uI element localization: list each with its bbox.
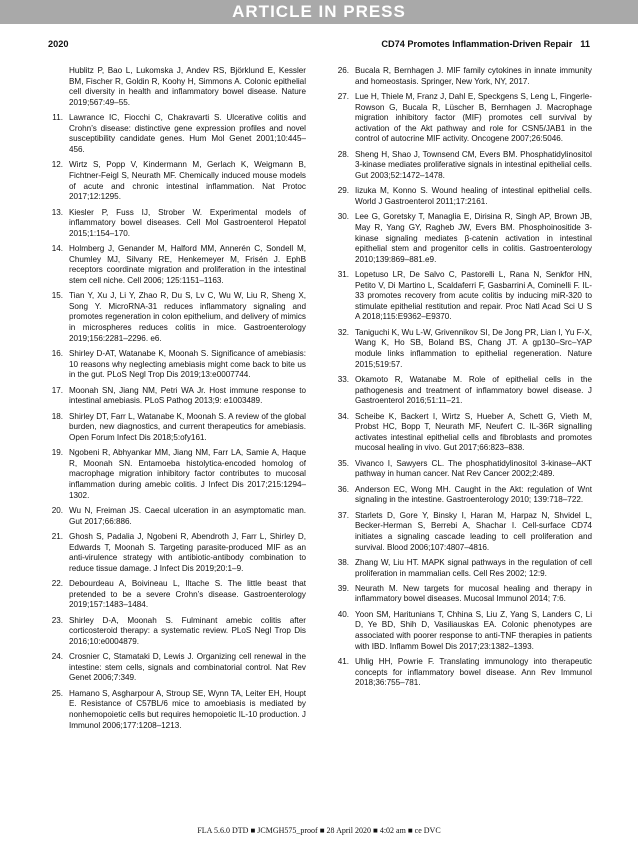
reference-text: Neurath M. New targets for mucosal healing and therapy in inflammatory bowel diseases. Mucosal Immunol 2014; 7:6. xyxy=(355,583,592,604)
reference-text: Vivanco I, Sawyers CL. The phosphatidylinositol 3-kinase–AKT pathway in human cancer. Nat Rev Cancer 2002;2:489. xyxy=(355,458,592,479)
running-title: CD74 Promotes Inflammation-Driven Repair xyxy=(381,39,573,49)
reference-entry xyxy=(334,610,592,652)
reference-entry xyxy=(334,66,592,87)
reference-number: 16. xyxy=(51,349,63,359)
reference-entry xyxy=(334,412,592,454)
reference-text: Kiesler P, Fuss IJ, Strober W. Experimental models of inflammatory bowel diseases. Cell Mol Gastroenterol Hepatol 2015;1:154–170. xyxy=(69,207,306,238)
reference-text: Lee G, Goretsky T, Managlia E, Dirisina R, Singh AP, Brown JB, May R, Yang GY, Ragheb JW, Evers BM. Phosphoinositide 3-kinase signaling mediates β-catenin activation in intestinal epithelial stem and progenitor cells in colitis. Gastroenterology 2010;139:869–881.e9. xyxy=(355,212,592,264)
reference-number: 24. xyxy=(51,652,63,662)
reference-number: 38. xyxy=(337,557,349,567)
reference-entry xyxy=(334,92,592,145)
reference-text: Hublitz P, Bao L, Lukomska J, Andev RS, Björklund E, Kessler BM, Fischer R, Goldin R, Koohy H, Simmons A. Colonic epithelial cell diversity in health and inflammatory bowel disease. Nature 2019;567:49–55. xyxy=(69,66,306,107)
reference-number: 14. xyxy=(51,244,63,254)
reference-entry xyxy=(48,412,306,444)
left-reference-column xyxy=(48,66,306,736)
reference-text: Lopetuso LR, De Salvo C, Pastorelli L, Rana N, Senkfor HN, Petito V, Di Martino L, Scaldaferri F, Gasbarrini A, Cominelli F. IL-33 promotes recovery from acute colitis by inducing miR-320 to stimulate epithelial restitution and repair. Proc Natl Acad Sci U S A 2018;115:E9362–E9370. xyxy=(355,270,592,322)
reference-text: Moonah SN, Jiang NM, Petri WA Jr. Host immune response to intestinal amebiasis. PLoS Pathog 2013;9: e1003489. xyxy=(69,385,306,406)
reference-entry xyxy=(334,186,592,207)
reference-text: Yoon SM, Haritunians T, Chhina S, Liu Z, Yang S, Landers C, Li D, Ye BD, Shih D, Vasiliauskas EA. Colonic phenotypes are associated with poorer response to anti-TNF therapies in patients with IBD. Inflamm Bowel Dis 2017;23:1382–1393. xyxy=(355,609,592,651)
reference-number: 39. xyxy=(337,583,349,593)
reference-entry xyxy=(48,689,306,731)
production-footer: FLA 5.6.0 DTD ■ JCMGH575_proof ■ 28 April 2020 ■ 4:02 am ■ ce DVC xyxy=(197,826,441,835)
reference-entry xyxy=(48,349,306,381)
reference-number xyxy=(48,66,69,108)
reference-number: 40. xyxy=(337,609,349,619)
reference-entry xyxy=(48,448,306,501)
reference-number: 37. xyxy=(337,510,349,520)
reference-text: Anderson EC, Wong MH. Caught in the Akt: regulation of Wnt signaling in the intestine. Gastroenterology 2010; 139:718–722. xyxy=(355,484,592,505)
banner-text: ARTICLE IN PRESS xyxy=(232,2,406,21)
reference-number: 17. xyxy=(51,385,63,395)
reference-entry xyxy=(334,212,592,265)
reference-entry xyxy=(48,386,306,407)
reference-number: 34. xyxy=(337,411,349,421)
reference-entry xyxy=(48,616,306,648)
reference-entry xyxy=(334,485,592,506)
reference-text: Wirtz S, Popp V, Kindermann M, Gerlach K, Weigmann B, Fichtner-Feigl S, Neurath MF. Chemically induced mouse models of acute and chronic intestinal inflammation. Nat Protoc 2017;12:1295. xyxy=(69,160,306,202)
reference-entry xyxy=(334,150,592,182)
reference-entry xyxy=(48,532,306,574)
running-header xyxy=(48,37,590,51)
header-year: 2020 xyxy=(48,39,69,49)
reference-entry xyxy=(334,459,592,480)
reference-number: 21. xyxy=(51,531,63,541)
reference-text: Debourdeau A, Boivineau L, Iltache S. The little beast that pretended to be a severe Crohn’s disease. Gastroenterology 2019;157:1483–1484. xyxy=(69,579,306,610)
reference-entry xyxy=(48,579,306,611)
reference-entry xyxy=(48,652,306,684)
reference-number: 20. xyxy=(51,505,63,515)
reference-text: Wu N, Freiman JS. Caecal ulceration in an asymptomatic man. Gut 2017;66:886. xyxy=(69,505,306,526)
reference-text: Bucala R, Bernhagen J. MIF family cytokines in innate immunity and homeostasis. Springer, New York, NY, 2017. xyxy=(355,66,592,86)
reference-number: 18. xyxy=(51,411,63,421)
right-reference-column xyxy=(334,66,592,694)
reference-text: Okamoto R, Watanabe M. Role of epithelial cells in the pathogenesis and treatment of inflammatory bowel disease. J Gastroenterol 2016;51:11–21. xyxy=(355,375,592,406)
reference-number: 28. xyxy=(337,149,349,159)
reference-number: 31. xyxy=(337,270,349,280)
reference-number: 26. xyxy=(337,66,349,75)
reference-text: Uhlig HH, Powrie F. Translating immunology into therapeutic concepts for inflammatory bowel disease. Ann Rev Immunol 2018;36:755–781. xyxy=(355,657,592,688)
reference-text: Holmberg J, Genander M, Halford MM, Annerén C, Sondell M, Chumley MJ, Silvany RE, Henkemeyer M, Frisén J. EphB receptors coordinate migration and proliferation in the intestinal stem cell niche. Cell 2006; 125:1151–1163. xyxy=(69,244,306,285)
reference-entry xyxy=(48,113,306,155)
reference-text: Iizuka M, Konno S. Wound healing of intestinal epithelial cells. World J Gastroenterol 2011;17:2161. xyxy=(355,186,592,206)
reference-number: 30. xyxy=(337,212,349,222)
reference-entry xyxy=(48,291,306,344)
reference-text: Lue H, Thiele M, Franz J, Dahl E, Speckgens S, Leng L, Fingerle-Rowson G, Bucala R, Lüscher B, Bernhagen J. Macrophage migration inhibitory factor (MIF) promotes cell survival by activation of the Akt pathway and role for CSN5/JAB1 in the control of autocrine MIF activity. Oncogene 2007;26:5046. xyxy=(355,91,592,144)
reference-number: 11. xyxy=(52,113,63,123)
article-in-press-banner xyxy=(0,0,638,24)
reference-number: 22. xyxy=(51,579,63,589)
reference-entry xyxy=(334,657,592,689)
reference-entry xyxy=(334,375,592,407)
reference-entry xyxy=(334,511,592,553)
reference-text: Ghosh S, Padalia J, Ngobeni R, Abendroth J, Farr L, Shirley D, Edwards T, Moonah S. Targeting parasite-produced MIF as an anti-virulence strategy with antibiotic-antibody combination to reduce tissue damage. J Infect Dis 2019;20:1–9. xyxy=(69,531,306,573)
reference-text: Ngobeni R, Abhyankar MM, Jiang NM, Farr LA, Samie A, Haque R, Moonah SN. Entamoeba histolytica-encoded homolog of macrophage migration inhibitory factor contributes to mucosal inflammation during amebic colitis. J Infect Dis 2017;215:1294–1302. xyxy=(69,448,306,500)
reference-text: Lawrance IC, Fiocchi C, Chakravarti S. Ulcerative colitis and Crohn’s disease: distinctive gene expression profiles and novel susceptibility candidate genes. Hum Mol Genet 2001;10:445–456. xyxy=(69,113,306,154)
reference-number: 33. xyxy=(337,375,349,385)
reference-text: Starlets D, Gore Y, Binsky I, Haran M, Harpaz N, Shvidel L, Becker-Herman S, Berrebi A, Shachar I. Cell-surface CD74 initiates a signaling cascade leading to cell proliferation and survival. Blood 2006;107:4807–4816. xyxy=(355,510,592,552)
reference-number: 35. xyxy=(337,458,349,468)
reference-entry xyxy=(334,328,592,370)
reference-number: 23. xyxy=(51,615,63,625)
page-number: 11 xyxy=(580,39,590,49)
reference-entry xyxy=(48,244,306,286)
reference-text: Shirley DT, Farr L, Watanabe K, Moonah S. A review of the global burden, new diagnostics, and current therapeutics for amebiasis. Open Forum Infect Dis 2018;5:ofy161. xyxy=(69,411,306,442)
reference-number: 32. xyxy=(337,327,349,337)
reference-number: 25. xyxy=(51,688,63,698)
reference-text: Sheng H, Shao J, Townsend CM, Evers BM. Phosphatidylinositol 3-kinase mediates proliferative signals in intestinal epithelial cells. Gut 2003;52:1472–1478. xyxy=(355,149,592,180)
reference-number: 27. xyxy=(337,91,349,101)
reference-entry xyxy=(334,584,592,605)
reference-number: 36. xyxy=(337,484,349,494)
reference-number: 13. xyxy=(51,207,63,217)
reference-text: Taniguchi K, Wu L-W, Grivennikov SI, De Jong PR, Lian I, Yu F-X, Wang K, Ho SB, Boland BS, Chang JT. A gp130–Src–YAP module links inflammation to epithelial regeneration. Nature 2015;519:57. xyxy=(355,327,592,369)
reference-entry xyxy=(48,506,306,527)
reference-number: 15. xyxy=(51,291,63,301)
reference-entry xyxy=(334,558,592,579)
reference-text: Tian Y, Xu J, Li Y, Zhao R, Du S, Lv C, Wu W, Liu R, Sheng X, Song Y. MicroRNA-31 reduces inflammatory signaling and promotes regeneration in colon epithelium, and delivery of mimics in microspheres reduces colitis in mice. Gastroenterology 2019;156:2281–2296. e6. xyxy=(69,291,306,343)
reference-entry xyxy=(334,270,592,323)
reference-text: Crosnier C, Stamataki D, Lewis J. Organizing cell renewal in the intestine: stem cells, signals and combinatorial control. Nat Rev Genet 2006;7:349. xyxy=(69,652,306,683)
header-right xyxy=(381,39,590,49)
reference-entry xyxy=(48,66,306,108)
reference-number: 29. xyxy=(337,186,349,196)
reference-text: Zhang W, Liu HT. MAPK signal pathways in the regulation of cell proliferation in mammalian cells. Cell Res 2002; 12:9. xyxy=(355,557,592,578)
reference-number: 19. xyxy=(51,448,63,458)
reference-entry xyxy=(48,160,306,202)
reference-text: Shirley D-A, Moonah S. Fulminant amebic colitis after corticosteroid therapy: a systematic review. PLoS Negl Trop Dis 2016;10:e0004879. xyxy=(69,615,306,646)
reference-number: 41. xyxy=(337,657,349,667)
reference-entry xyxy=(48,208,306,240)
reference-text: Scheibe K, Backert I, Wirtz S, Hueber A, Schett G, Vieth M, Probst HC, Bopp T, Neurath MF, Neufert C. IL-36R signalling activates intestinal epithelial cells and fibroblasts and promotes mucosal healing in vivo. Gut 2017;66:823–838. xyxy=(355,411,592,453)
reference-text: Hamano S, Asgharpour A, Stroup SE, Wynn TA, Leiter EH, Houpt E. Resistance of C57BL/6 mice to amoebiasis is mediated by nonhemopoietic cells but requires hemopoietic IL-10 production. J Immunol 2006;177:1208–1213. xyxy=(69,688,306,730)
reference-number: 12. xyxy=(51,160,63,170)
reference-text: Shirley D-AT, Watanabe K, Moonah S. Significance of amebiasis: 10 reasons why neglecting amebiasis might come back to bite us in the gut. PLoS Negl Trop Dis 2019;13:e0007744. xyxy=(69,349,306,380)
